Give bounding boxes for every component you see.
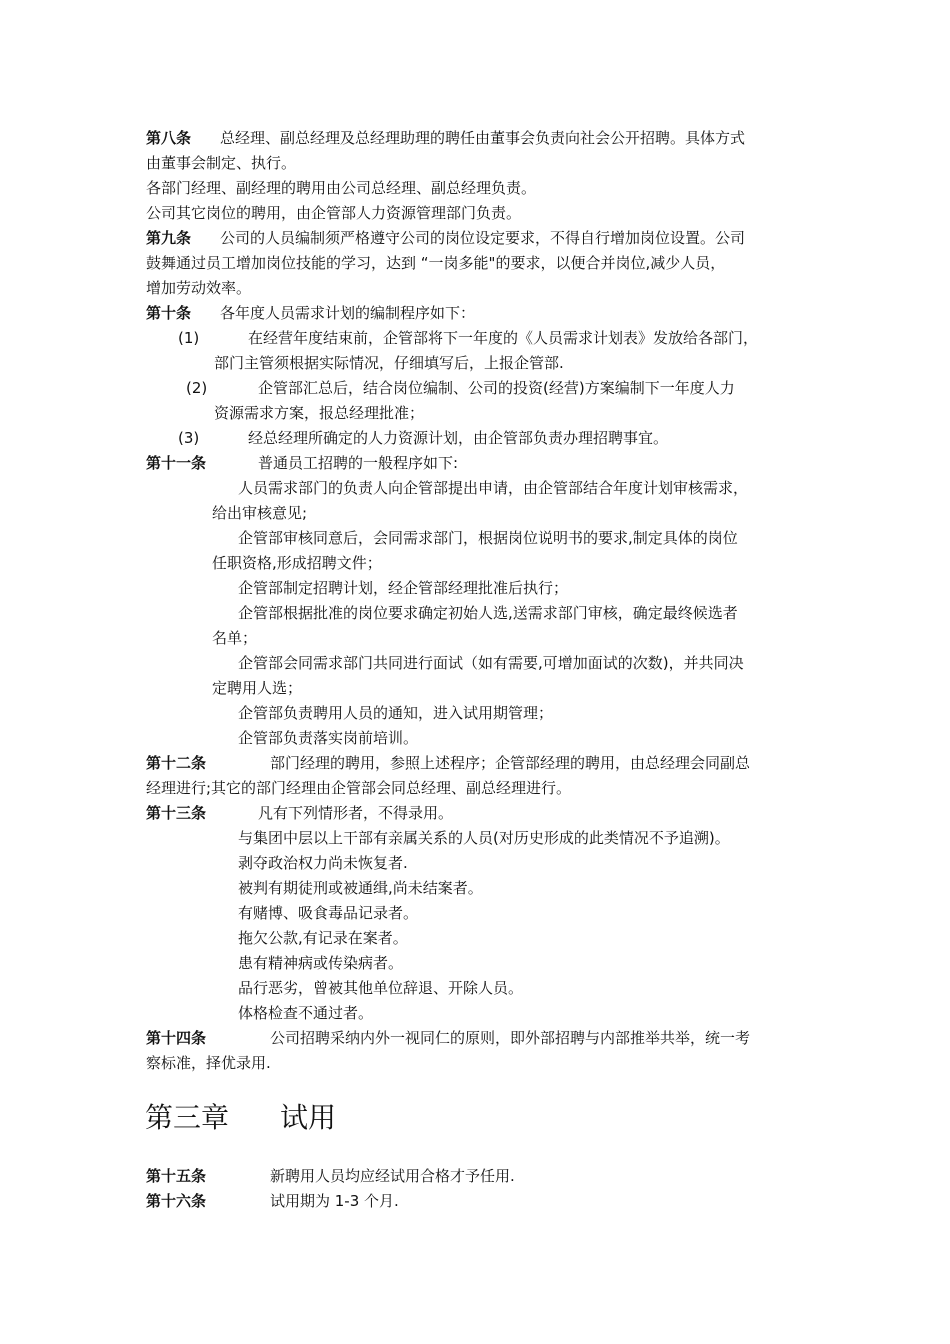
list-item: 企管部会同需求部门共同进行面试（如有需要,可增加面试的次数)，并共同决 <box>238 654 744 672</box>
list-item: 人员需求部门的负责人向企管部提出申请，由企管部结合年度计划审核需求， <box>238 479 749 497</box>
article-8-paragraph: 各部门经理、副经理的聘用由公司总经理、副总经理负责。 <box>146 179 537 197</box>
list-item-cont: 资源需求方案，报总经理批准； <box>214 404 425 422</box>
list-item-cont: 名单； <box>212 629 258 647</box>
article-11-text: 普通员工招聘的一般程序如下: <box>258 454 459 472</box>
article-14-text-cont: 察标准，择优录用. <box>146 1054 271 1072</box>
list-item: 拖欠公款,有记录在案者。 <box>238 929 408 947</box>
article-12-text-cont: 经理进行;其它的部门经理由企管部会同总经理、副总经理进行。 <box>146 779 572 797</box>
article-9-text-cont: 增加劳动效率。 <box>146 279 252 297</box>
list-item: 剥夺政治权力尚未恢复者. <box>238 854 408 872</box>
list-item: 有赌博、吸食毒品记录者。 <box>238 904 419 922</box>
list-item: 企管部根据批准的岗位要求确定初始人选,送需求部门审核，确定最终候选者 <box>238 604 738 622</box>
article-12-label: 第十二条 <box>146 754 207 772</box>
chapter-number: 第三章 <box>145 1101 230 1134</box>
article-14-label: 第十四条 <box>146 1029 207 1047</box>
list-item: 企管部负责落实岗前培训。 <box>238 729 419 747</box>
article-16-label: 第十六条 <box>146 1192 207 1210</box>
list-item: 被判有期徒刑或被通缉,尚未结案者。 <box>238 879 483 897</box>
article-12-text: 部门经理的聘用，参照上述程序；企管部经理的聘用，由总经理会同副总 <box>270 754 751 772</box>
list-item: 企管部制定招聘计划，经企管部经理批准后执行； <box>238 579 569 597</box>
list-item: 企管部汇总后，结合岗位编制、公司的投资(经营)方案编制下一年度人力 <box>258 379 735 397</box>
article-8-text-cont: 由董事会制定、执行。 <box>146 154 297 172</box>
article-8-text: 总经理、副总经理及总经理助理的聘任由董事会负责向社会公开招聘。具体方式 <box>220 129 746 147</box>
list-number: (2) <box>186 379 208 397</box>
list-item: 与集团中层以上干部有亲属关系的人员(对历史形成的此类情况不予追溯)。 <box>238 829 730 847</box>
article-13-label: 第十三条 <box>146 804 207 822</box>
article-9-label: 第九条 <box>146 229 192 247</box>
article-9-text: 公司的人员编制须严格遵守公司的岗位设定要求，不得自行增加岗位设置。公司 <box>220 229 746 247</box>
article-16-text: 试用期为 1-3 个月. <box>270 1192 399 1210</box>
list-item: 在经营年度结束前，企管部将下一年度的《人员需求计划表》发放给各部门， <box>248 329 759 347</box>
list-number: (3) <box>178 429 200 447</box>
article-8-paragraph: 公司其它岗位的聘用，由企管部人力资源管理部门负责。 <box>146 204 522 222</box>
article-13-text: 凡有下列情形者，不得录用。 <box>258 804 454 822</box>
article-10-text: 各年度人员需求计划的编制程序如下： <box>220 304 476 322</box>
list-item: 经总经理所确定的人力资源计划，由企管部负责办理招聘事宜。 <box>248 429 669 447</box>
list-item-cont: 给出审核意见; <box>212 504 308 522</box>
list-item-cont: 定聘用人选； <box>212 679 303 697</box>
list-item: 患有精神病或传染病者。 <box>238 954 404 972</box>
article-9-text-cont: 鼓舞通过员工增加岗位技能的学习，达到 “一岗多能"的要求，以便合并岗位,减少人员， <box>146 254 726 272</box>
article-8-label: 第八条 <box>146 129 192 147</box>
article-10-label: 第十条 <box>146 304 192 322</box>
article-15-label: 第十五条 <box>146 1167 207 1185</box>
list-item: 品行恶劣，曾被其他单位辞退、开除人员。 <box>238 979 524 997</box>
list-item-cont: 部门主管须根据实际情况，仔细填写后，上报企管部. <box>214 354 564 372</box>
article-15-text: 新聘用人员均应经试用合格才予任用. <box>270 1167 515 1185</box>
chapter-title: 试用 <box>280 1101 337 1134</box>
list-number: (1) <box>178 329 200 347</box>
list-item-cont: 任职资格,形成招聘文件； <box>212 554 382 572</box>
list-item: 体格检查不通过者。 <box>238 1004 374 1022</box>
article-11-label: 第十一条 <box>146 454 207 472</box>
list-item: 企管部负责聘用人员的通知，进入试用期管理； <box>238 704 554 722</box>
list-item: 企管部审核同意后，会同需求部门，根据岗位说明书的要求,制定具体的岗位 <box>238 529 738 547</box>
article-14-text: 公司招聘采纳内外一视同仁的原则，即外部招聘与内部推举共举，统一考 <box>270 1029 751 1047</box>
